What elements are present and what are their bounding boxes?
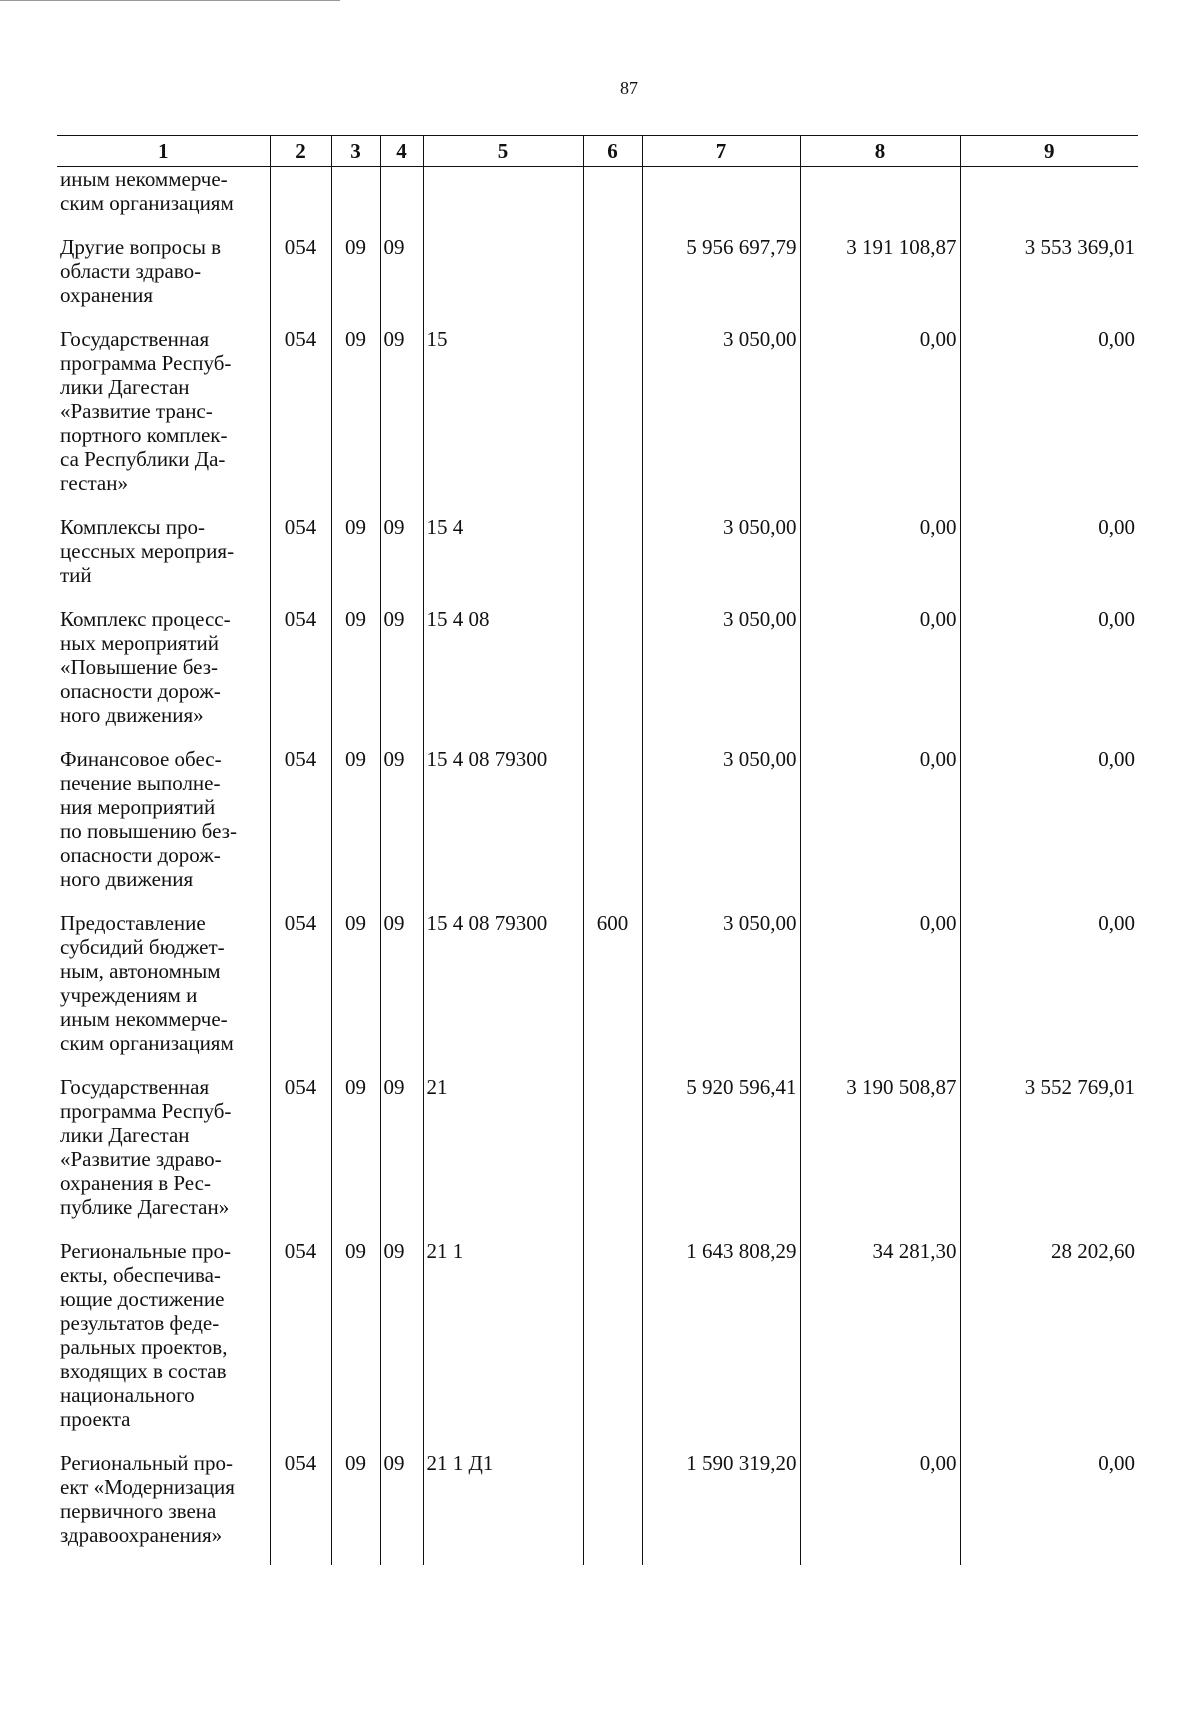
code-cell: 054 — [270, 235, 331, 327]
subsection-cell: 09 — [380, 1239, 423, 1451]
row-name-line: «Развитие транс- — [60, 399, 213, 423]
amount-cell-year1: 3 050,00 — [642, 911, 800, 1075]
row-name-line: Предоставление — [60, 911, 206, 935]
row-name-line: печение выполне- — [60, 771, 221, 795]
row-name-line: опасности дорож- — [60, 679, 221, 703]
amount-cell-year3: 0,00 — [960, 327, 1138, 515]
table-row — [57, 327, 1138, 515]
target-article-cell: 15 4 08 79300 — [423, 747, 583, 911]
row-name-cell — [57, 1239, 270, 1451]
section-cell: 09 — [331, 607, 380, 747]
row-name-line: ским организациям — [60, 191, 234, 215]
expense-type-cell — [583, 1075, 642, 1239]
subsection-cell: 09 — [380, 747, 423, 911]
column-header: 9 — [960, 136, 1138, 167]
row-name-cell — [57, 327, 270, 515]
code-cell: 054 — [270, 515, 331, 607]
scan-edge-line — [0, 0, 340, 1]
amount-cell-year2: 3 190 508,87 — [800, 1075, 960, 1239]
code-cell: 054 — [270, 607, 331, 747]
row-name-cell — [57, 235, 270, 327]
row-name-line: проекта — [60, 1407, 131, 1431]
amount-cell-year1: 3 050,00 — [642, 747, 800, 911]
target-article-cell: 21 1 — [423, 1239, 583, 1451]
column-header: 3 — [331, 136, 380, 167]
target-article-cell: 15 — [423, 327, 583, 515]
row-name-line: Комплекс процесс- — [60, 607, 231, 631]
amount-cell-year1: 5 956 697,79 — [642, 235, 800, 327]
section-cell: 09 — [331, 515, 380, 607]
row-name-line: гестан» — [60, 471, 128, 495]
amount-cell-year3: 0,00 — [960, 1451, 1138, 1565]
subsection-cell: 09 — [380, 1075, 423, 1239]
target-article-cell — [423, 167, 583, 236]
amount-cell-year1: 1 590 319,20 — [642, 1451, 800, 1565]
row-name-line: входящих в состав — [60, 1359, 227, 1383]
section-cell: 09 — [331, 1075, 380, 1239]
target-article-cell: 21 — [423, 1075, 583, 1239]
amount-cell-year3 — [960, 167, 1138, 236]
subsection-cell: 09 — [380, 607, 423, 747]
row-name-line: «Повышение без- — [60, 655, 219, 679]
row-name-line: Другие вопросы в — [60, 235, 222, 259]
amount-cell-year3: 28 202,60 — [960, 1239, 1138, 1451]
amount-cell-year1: 1 643 808,29 — [642, 1239, 800, 1451]
row-name-line: ральных проектов, — [60, 1335, 228, 1359]
table-header-row — [57, 136, 1138, 167]
section-cell: 09 — [331, 327, 380, 515]
row-name-cell — [57, 747, 270, 911]
table-row — [57, 1239, 1138, 1451]
row-name-line: Комплексы про- — [60, 515, 205, 539]
code-cell: 054 — [270, 1239, 331, 1451]
row-name-line: Региональные про- — [60, 1239, 232, 1263]
row-name-line: Государственная — [60, 327, 210, 351]
amount-cell-year1: 3 050,00 — [642, 327, 800, 515]
row-name-line: программа Респуб- — [60, 351, 232, 375]
table-row — [57, 235, 1138, 327]
row-name-line: Государственная — [60, 1075, 210, 1099]
expense-type-cell — [583, 607, 642, 747]
row-name-line: здравоохранения» — [60, 1523, 223, 1547]
row-name-line: национального — [60, 1383, 195, 1407]
row-name-line: по повышению без- — [60, 819, 237, 843]
row-name-cell — [57, 1451, 270, 1565]
amount-cell-year1 — [642, 167, 800, 236]
amount-cell-year2: 0,00 — [800, 911, 960, 1075]
code-cell: 054 — [270, 1451, 331, 1565]
row-name-line: ект «Модернизация — [60, 1475, 235, 1499]
target-article-cell — [423, 235, 583, 327]
code-cell: 054 — [270, 1075, 331, 1239]
amount-cell-year3: 0,00 — [960, 515, 1138, 607]
amount-cell-year3: 3 552 769,01 — [960, 1075, 1138, 1239]
amount-cell-year3: 3 553 369,01 — [960, 235, 1138, 327]
row-name-line: ного движения — [60, 867, 194, 891]
row-name-line: субсидий бюджет- — [60, 935, 225, 959]
expense-type-cell — [583, 167, 642, 236]
amount-cell-year2: 0,00 — [800, 1451, 960, 1565]
expense-type-cell: 600 — [583, 911, 642, 1075]
table-row — [57, 1451, 1138, 1565]
row-name-line: ных мероприятий — [60, 631, 219, 655]
column-header: 5 — [423, 136, 583, 167]
row-name-line: цессных мероприя- — [60, 539, 235, 563]
row-name-line: са Республики Да- — [60, 447, 226, 471]
column-header: 2 — [270, 136, 331, 167]
section-cell: 09 — [331, 1239, 380, 1451]
amount-cell-year3: 0,00 — [960, 607, 1138, 747]
row-name-line: области здраво- — [60, 259, 202, 283]
amount-cell-year2: 0,00 — [800, 327, 960, 515]
row-name-cell — [57, 515, 270, 607]
section-cell: 09 — [331, 1451, 380, 1565]
amount-cell-year3: 0,00 — [960, 911, 1138, 1075]
row-name-line: лики Дагестан — [60, 1123, 190, 1147]
code-cell — [270, 167, 331, 236]
row-name-line: ния мероприятий — [60, 795, 216, 819]
row-name-cell — [57, 607, 270, 747]
row-name-line: Региональный про- — [60, 1451, 233, 1475]
column-header: 7 — [642, 136, 800, 167]
row-name-cell — [57, 1075, 270, 1239]
table-row — [57, 607, 1138, 747]
row-name-line: ным, автономным — [60, 959, 221, 983]
amount-cell-year1: 3 050,00 — [642, 515, 800, 607]
row-name-line: ющие достижение — [60, 1287, 225, 1311]
section-cell: 09 — [331, 235, 380, 327]
amount-cell-year2: 3 191 108,87 — [800, 235, 960, 327]
row-name-line: опасности дорож- — [60, 843, 221, 867]
row-name-line: портного комплек- — [60, 423, 228, 447]
expense-type-cell — [583, 235, 642, 327]
amount-cell-year2: 34 281,30 — [800, 1239, 960, 1451]
amount-cell-year3: 0,00 — [960, 747, 1138, 911]
column-header: 4 — [380, 136, 423, 167]
table-body — [57, 167, 1138, 1566]
row-name-line: учреждениям и — [60, 983, 198, 1007]
amount-cell-year2: 0,00 — [800, 607, 960, 747]
budget-table — [57, 135, 1138, 1565]
section-cell: 09 — [331, 747, 380, 911]
row-name-line: ного движения» — [60, 703, 204, 727]
row-name-line: публике Дагестан» — [60, 1195, 230, 1219]
row-name-line: лики Дагестан — [60, 375, 190, 399]
row-name-line: результатов феде- — [60, 1311, 220, 1335]
amount-cell-year2: 0,00 — [800, 747, 960, 911]
table-row — [57, 515, 1138, 607]
row-name-line: программа Респуб- — [60, 1099, 232, 1123]
expense-type-cell — [583, 1239, 642, 1451]
row-name-line: тий — [60, 563, 92, 587]
amount-cell-year2 — [800, 167, 960, 236]
subsection-cell: 09 — [380, 911, 423, 1075]
table-row — [57, 747, 1138, 911]
row-name-line: охранения — [60, 283, 153, 307]
section-cell: 09 — [331, 911, 380, 1075]
expense-type-cell — [583, 515, 642, 607]
code-cell: 054 — [270, 327, 331, 515]
target-article-cell: 15 4 — [423, 515, 583, 607]
section-cell — [331, 167, 380, 236]
subsection-cell: 09 — [380, 1451, 423, 1565]
subsection-cell: 09 — [380, 235, 423, 327]
target-article-cell: 21 1 Д1 — [423, 1451, 583, 1565]
expense-type-cell — [583, 1451, 642, 1565]
subsection-cell — [380, 167, 423, 236]
row-name-line: охранения в Рес- — [60, 1171, 211, 1195]
code-cell: 054 — [270, 911, 331, 1075]
amount-cell-year1: 5 920 596,41 — [642, 1075, 800, 1239]
row-name-line: первичного звена — [60, 1499, 217, 1523]
amount-cell-year1: 3 050,00 — [642, 607, 800, 747]
subsection-cell: 09 — [380, 515, 423, 607]
row-name-cell — [57, 167, 270, 236]
page-number: 87 — [620, 78, 638, 98]
row-name-line: иным некоммерче- — [60, 1007, 228, 1031]
column-header: 6 — [583, 136, 642, 167]
expense-type-cell — [583, 327, 642, 515]
amount-cell-year2: 0,00 — [800, 515, 960, 607]
row-name-line: «Развитие здраво- — [60, 1147, 222, 1171]
row-name-line: Финансовое обес- — [60, 747, 222, 771]
table-row — [57, 911, 1138, 1075]
table-row — [57, 167, 1138, 236]
row-name-cell — [57, 911, 270, 1075]
expense-type-cell — [583, 747, 642, 911]
subsection-cell: 09 — [380, 327, 423, 515]
column-header: 8 — [800, 136, 960, 167]
table-row — [57, 1075, 1138, 1239]
target-article-cell: 15 4 08 — [423, 607, 583, 747]
code-cell: 054 — [270, 747, 331, 911]
column-header: 1 — [57, 136, 270, 167]
target-article-cell: 15 4 08 79300 — [423, 911, 583, 1075]
row-name-line: ским организациям — [60, 1031, 234, 1055]
row-name-line: иным некоммерче- — [60, 167, 228, 191]
row-name-line: екты, обеспечива- — [60, 1263, 221, 1287]
